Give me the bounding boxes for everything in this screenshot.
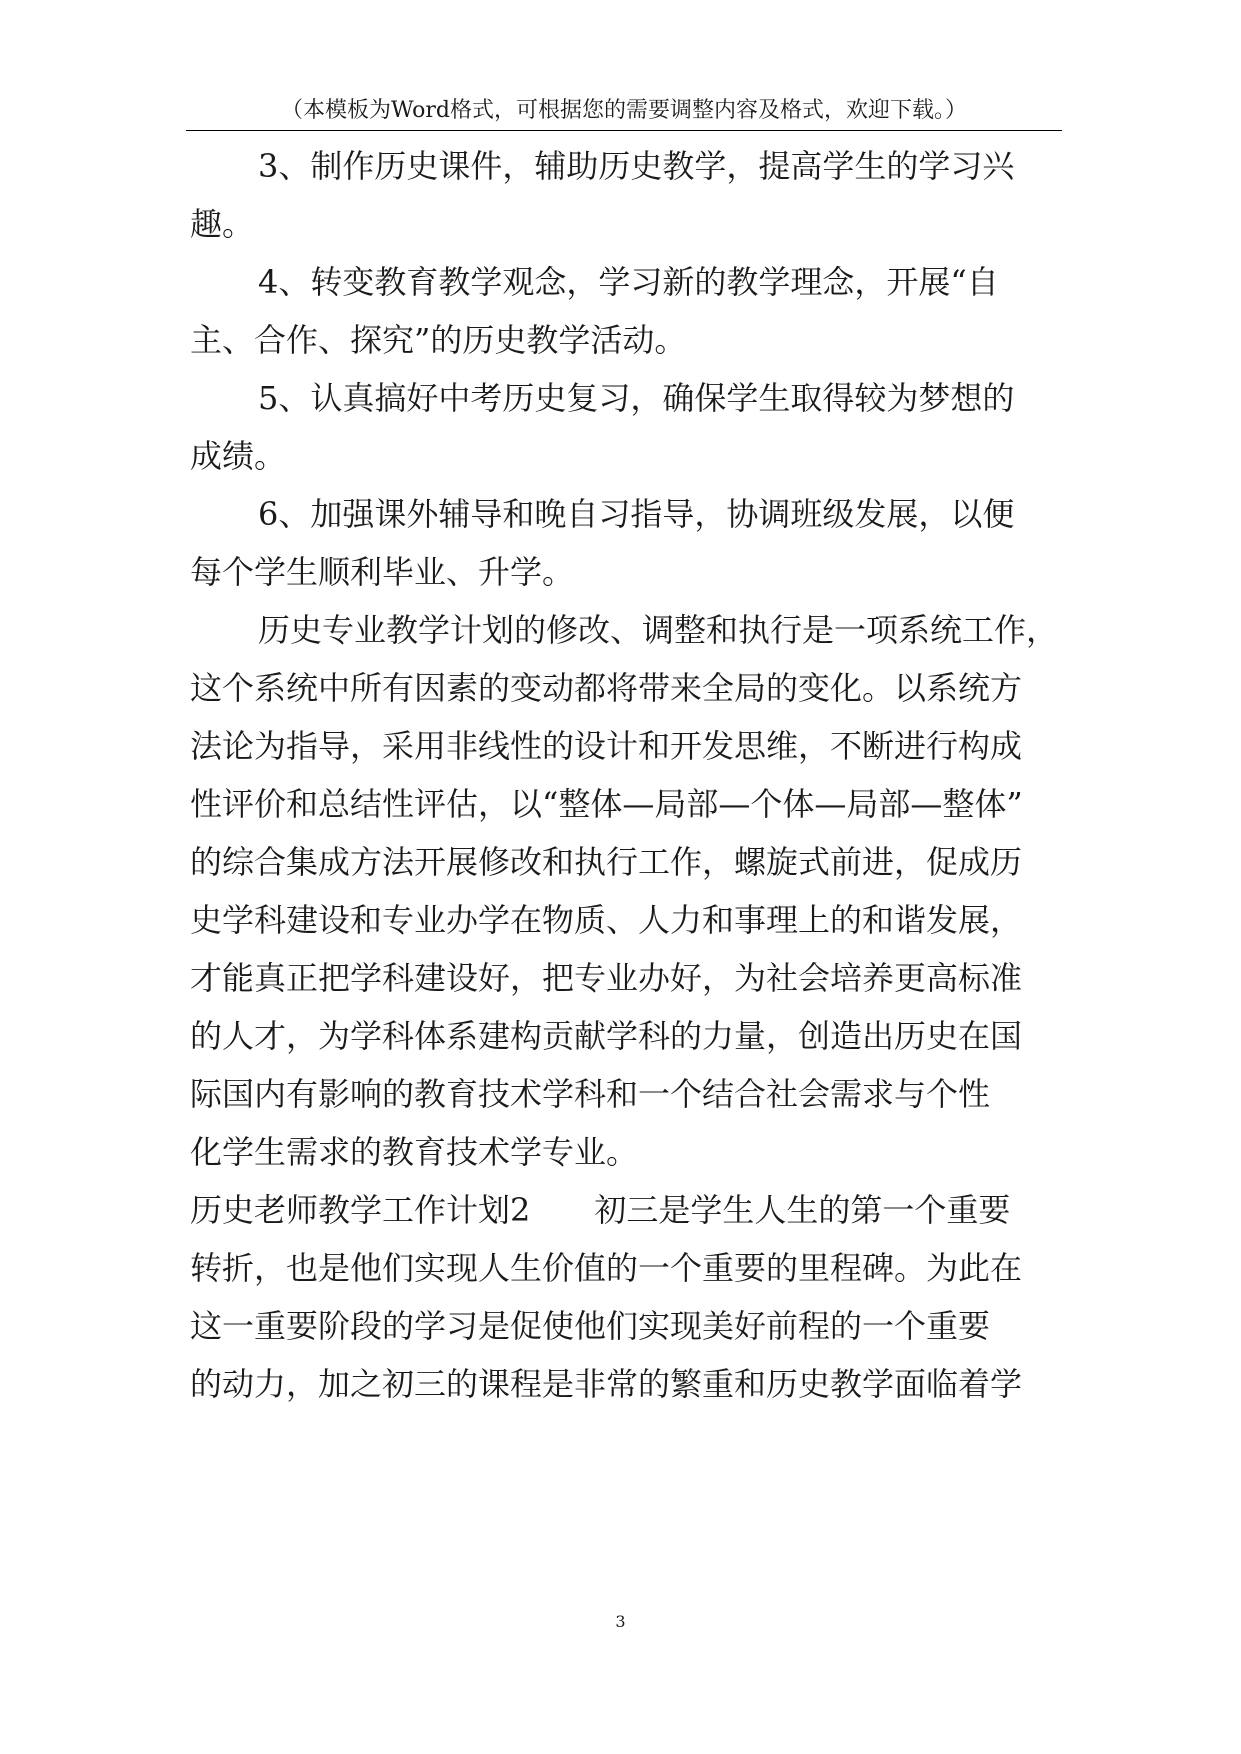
text-line: 历史专业教学计划的修改、调整和执行是一项系统工作， <box>258 611 1059 649</box>
text-line: 法论为指导，采用非线性的设计和开发思维，不断进行构成 <box>190 727 1023 765</box>
text-line: 趣。 <box>190 205 255 243</box>
text-line: 历史老师教学工作计划2 初三是学生人生的第一个重要 <box>190 1191 1011 1229</box>
page-number: 3 <box>615 1612 626 1631</box>
text-line: 性评价和总结性评估，以“整体—局部—个体—局部—整体” <box>190 785 1023 823</box>
text-line: 的人才，为学科体系建构贡献学科的力量，创造出历史在国 <box>190 1017 1023 1055</box>
text-line: 6、加强课外辅导和晚自习指导，协调班级发展，以便 <box>258 495 1015 533</box>
text-line: 4、转变教育教学观念，学习新的教学理念，开展“自 <box>258 263 999 301</box>
header-note: （本模板为Word格式，可根据您的需要调整内容及格式，欢迎下载。） <box>281 98 967 123</box>
text-line: 才能真正把学科建设好，把专业办好，为社会培养更高标准 <box>190 959 1023 997</box>
text-line: 这一重要阶段的学习是促使他们实现美好前程的一个重要 <box>190 1307 991 1345</box>
text-line: 化学生需求的教育技术学专业。 <box>190 1133 639 1171</box>
text-line: 这个系统中所有因素的变动都将带来全局的变化。以系统方 <box>190 669 1023 707</box>
text-line: 成绩。 <box>190 437 287 475</box>
text-line: 的综合集成方法开展修改和执行工作，螺旋式前进，促成历 <box>190 843 1023 881</box>
text-line: 际国内有影响的教育技术学科和一个结合社会需求与个性 <box>190 1075 991 1113</box>
text-line: 的动力，加之初三的课程是非常的繁重和历史教学面临着学 <box>190 1365 1023 1403</box>
text-line: 5、认真搞好中考历史复习，确保学生取得较为梦想的 <box>258 379 1015 417</box>
text-line: 3、制作历史课件，辅助历史教学，提高学生的学习兴 <box>258 147 1015 185</box>
text-line: 史学科建设和专业办学在物质、人力和事理上的和谐发展， <box>190 901 1023 939</box>
header-divider <box>186 130 1062 131</box>
text-line: 转折，也是他们实现人生价值的一个重要的里程碑。为此在 <box>190 1249 1023 1287</box>
text-line: 主、合作、探究”的历史教学活动。 <box>190 321 687 359</box>
text-line: 每个学生顺利毕业、升学。 <box>190 553 575 591</box>
